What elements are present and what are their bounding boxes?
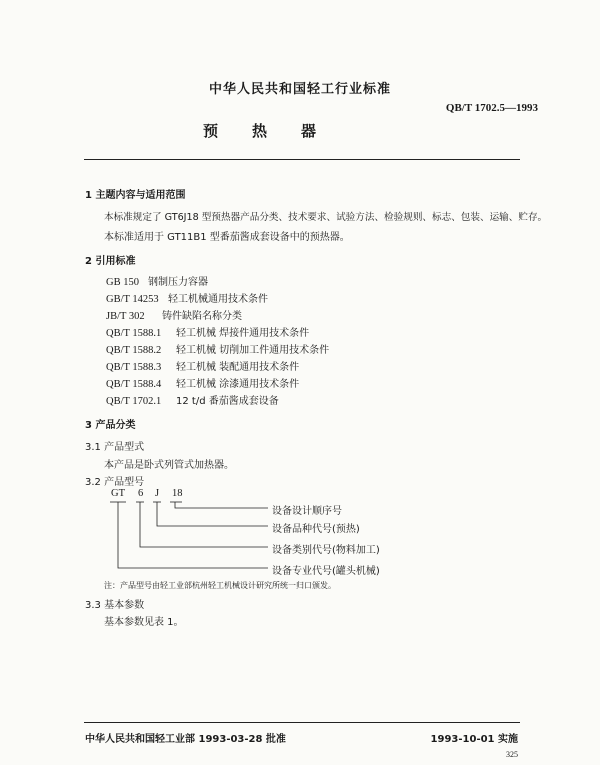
reference-code: GB/T 14253 (106, 294, 159, 305)
section-3-3-text: 基本参数见表 1。 (104, 617, 184, 628)
model-part-variety: 6 (138, 488, 144, 499)
standard-code: QB/T 1702.5—1993 (445, 102, 538, 114)
section-3-1-text: 本产品是卧式列管式加热器。 (104, 460, 234, 471)
reference-title: 铸件缺陷名称分类 (162, 311, 242, 322)
section-3-1-heading: 3.1 产品型式 (85, 442, 145, 453)
reference-code: QB/T 1588.3 (106, 362, 162, 373)
reference-code: JB/T 302 (106, 311, 145, 322)
reference-title: 轻工机械 装配通用技术条件 (176, 362, 300, 373)
reference-code: GB 150 (106, 277, 139, 288)
model-note: 注：产品型号由轻工业部杭州轻工机械设计研究所统一归口颁发。 (104, 581, 336, 590)
reference-title: 轻工机械 焊接件通用技术条件 (176, 328, 310, 339)
section-3-2-heading: 3.2 产品型号 (85, 477, 145, 488)
model-part-series: GT (111, 488, 125, 499)
section-1-paragraph-2: 本标准适用于 GT11B1 型番茄酱成套设备中的预热器。 (104, 232, 350, 243)
reference-code: QB/T 1588.1 (106, 328, 162, 339)
section-1-paragraph-1: 本标准规定了 GT6J18 型预热器产品分类、技术要求、试验方法、检验规则、标志、包装、运输、贮存。 (104, 212, 548, 223)
model-part-category: J (155, 488, 160, 499)
reference-title: 钢制压力容器 (148, 277, 208, 288)
leader-category (140, 502, 268, 547)
reference-title: 轻工机械 涂漆通用技术条件 (176, 379, 300, 390)
footer-divider (84, 722, 520, 723)
reference-title: 12 t/d 番茄酱成套设备 (176, 396, 279, 407)
leader-sequence (175, 502, 268, 508)
section-3-heading: 3 产品分类 (85, 420, 136, 431)
section-3-3-heading: 3.3 基本参数 (85, 600, 145, 611)
label-category-code: 设备类别代号(物料加工) (272, 545, 380, 556)
leader-specialty (118, 502, 268, 568)
label-specialty-code: 设备专业代号(罐头机械) (272, 566, 380, 577)
implementation-date: 1993-10-01 实施 (430, 734, 518, 745)
standard-category-title: 中华人民共和国轻工行业标准 (208, 82, 391, 97)
reference-title: 轻工机械 切削加工件通用技术条件 (176, 345, 330, 356)
label-variety-code: 设备品种代号(预热) (272, 524, 360, 535)
page-number: 325 (506, 750, 518, 759)
reference-title: 轻工机械通用技术条件 (168, 294, 268, 305)
label-design-sequence: 设备设计顺序号 (272, 506, 342, 517)
reference-code: QB/T 1702.1 (106, 396, 162, 407)
section-2-heading: 2 引用标准 (85, 256, 136, 267)
model-part-sequence: 18 (172, 488, 183, 499)
reference-code: QB/T 1588.2 (106, 345, 162, 356)
approval-statement: 中华人民共和国轻工业部 1993-03-28 批准 (85, 734, 286, 745)
leader-variety (157, 502, 268, 526)
section-1-heading: 1 主题内容与适用范围 (85, 190, 186, 201)
document-title: 预热器 (203, 122, 351, 140)
reference-code: QB/T 1588.4 (106, 379, 162, 390)
